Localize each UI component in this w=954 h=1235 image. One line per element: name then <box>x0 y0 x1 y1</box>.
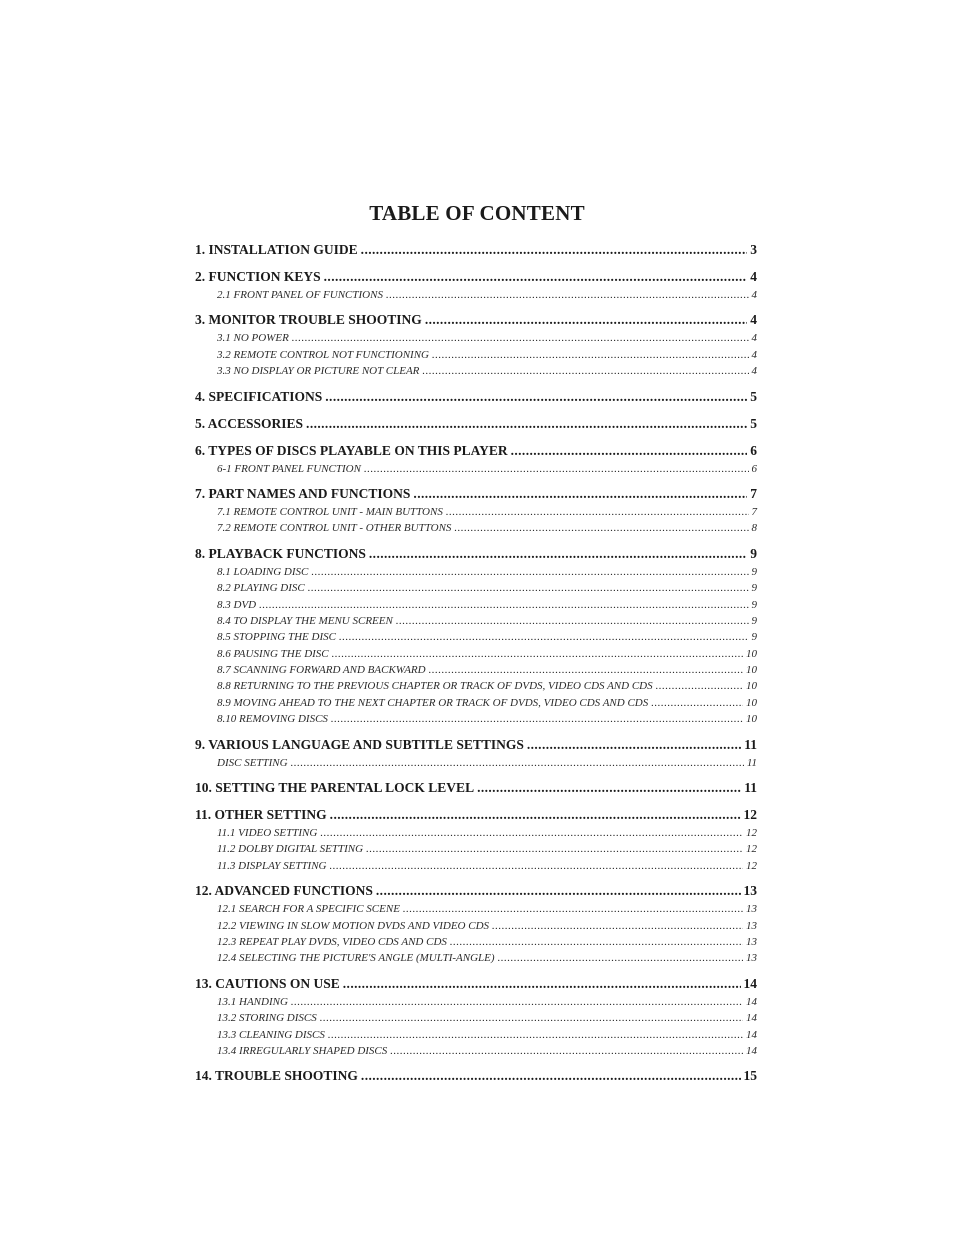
toc-subentry-page: 10 <box>746 713 757 726</box>
toc-subentry-page: 14 <box>746 1028 757 1041</box>
dot-leader <box>498 950 743 966</box>
toc-subentry-page: 4 <box>751 332 757 345</box>
toc-subentry-page: 13 <box>746 952 757 965</box>
toc-entry[interactable] <box>195 734 757 755</box>
dot-leader <box>311 564 748 580</box>
dot-leader <box>403 901 743 917</box>
toc-subentry-page: 14 <box>746 1044 757 1057</box>
toc-entry-page: 13 <box>743 883 757 899</box>
toc-subentry-page: 11 <box>746 756 757 769</box>
toc-entry-page: 6 <box>750 442 757 458</box>
toc-section <box>195 239 757 260</box>
toc-entry-page: 14 <box>743 975 757 991</box>
toc-section <box>195 880 757 967</box>
toc-section <box>195 804 757 874</box>
toc-subentry[interactable] <box>195 504 757 520</box>
toc-section <box>195 543 757 728</box>
toc-subentry-page: 4 <box>751 348 757 361</box>
toc-subentry[interactable] <box>195 825 757 841</box>
toc-subentry[interactable] <box>195 461 757 477</box>
toc-entry-label: 13. CAUTIONS ON USE <box>195 975 340 991</box>
toc-entry[interactable] <box>195 413 757 434</box>
toc-subentry-label: 8.10 REMOVING DISCS <box>217 713 328 726</box>
toc-subentry-label: 12.4 SELECTING THE PICTURE'S ANGLE (MULTI-ANGLE) <box>217 952 495 965</box>
toc-subentry[interactable] <box>195 934 757 950</box>
toc-subentry-label: 12.2 VIEWING IN SLOW MOTION DVDS AND VIDEO CDS <box>217 919 490 932</box>
toc-subentry-label: 13.1 HANDING <box>217 995 288 1008</box>
toc-entry-label: 7. PART NAMES AND FUNCTIONS <box>195 485 411 501</box>
toc-entry-label: 6. TYPES OF DISCS PLAYABLE ON THIS PLAYER <box>195 442 508 458</box>
toc-subentry-label: 13.4 IRREGULARLY SHAPED DISCS <box>217 1044 388 1057</box>
toc-entry-page: 11 <box>744 780 757 796</box>
toc-subentry[interactable] <box>195 613 757 629</box>
dot-leader <box>425 309 747 330</box>
toc-subentry-label: 8.5 STOPPING THE DISC <box>217 631 336 644</box>
toc-section <box>195 386 757 407</box>
toc-subentry-label: 8.4 TO DISPLAY THE MENU SCREEN <box>217 614 393 627</box>
toc-entry-page: 3 <box>750 242 757 257</box>
toc-subentry[interactable] <box>195 678 757 694</box>
toc-subentry[interactable] <box>195 901 757 917</box>
toc-subentry-label: 3.1 NO POWER <box>217 332 289 345</box>
toc-entry-label: 2. FUNCTION KEYS <box>195 269 321 284</box>
toc-subentry-page: 13 <box>746 919 757 932</box>
dot-leader <box>492 918 743 934</box>
toc-section <box>195 483 757 537</box>
toc-subentry-label: 2.1 FRONT PANEL OF FUNCTIONS <box>217 289 383 301</box>
toc-entry-label: 5. ACCESSORIES <box>195 415 304 431</box>
toc-subentry[interactable] <box>195 994 757 1010</box>
toc-entry-label: 3. MONITOR TROUBLE SHOOTING <box>195 312 422 328</box>
toc-subentry-label: 8.9 MOVING AHEAD TO THE NEXT CHAPTER OR TRACK OF DVDS, VIDEO CDS AND CDS <box>217 696 649 709</box>
toc-subentry-label: 7.1 REMOTE CONTROL UNIT - MAIN BUTTONS <box>217 505 443 518</box>
dot-leader <box>308 580 749 596</box>
dot-leader <box>291 994 743 1010</box>
toc-entry-label: 14. TROUBLE SHOOTING <box>195 1068 358 1084</box>
toc-entry-label: 1. INSTALLATION GUIDE <box>195 242 358 257</box>
toc-subentry[interactable] <box>195 580 757 596</box>
toc-subentry[interactable] <box>195 711 757 727</box>
dot-leader <box>390 1043 743 1059</box>
toc-subentry[interactable] <box>195 1010 757 1026</box>
toc-entry-page: 4 <box>750 269 757 284</box>
toc-subentry[interactable] <box>195 950 757 966</box>
dot-leader <box>292 330 749 346</box>
toc-subentry-page: 4 <box>751 289 757 301</box>
toc-subentry-label: 8.1 LOADING DISC <box>217 565 309 578</box>
toc-subentry-page: 14 <box>746 1012 757 1025</box>
toc-entry[interactable] <box>195 543 757 564</box>
toc-subentry-page: 12 <box>746 843 757 856</box>
dot-leader <box>325 386 747 407</box>
toc-entry-page: 12 <box>743 807 757 823</box>
toc-subentry-page: 10 <box>746 696 757 709</box>
dot-leader <box>320 1010 743 1026</box>
toc-subentry[interactable] <box>195 564 757 580</box>
toc-entry-page: 11 <box>744 736 757 752</box>
dot-leader <box>361 1065 741 1086</box>
dot-leader <box>386 287 749 303</box>
toc-entry-page: 4 <box>750 312 757 328</box>
toc-subentry-label: 8.6 PAUSING THE DISC <box>217 647 329 660</box>
dot-leader <box>369 543 747 564</box>
toc-subentry[interactable] <box>195 597 757 613</box>
toc-subentry-label: 3.2 REMOTE CONTROL NOT FUNCTIONING <box>217 348 429 361</box>
toc-subentry-label: 8.8 RETURNING TO THE PREVIOUS CHAPTER OR TRACK OF DVDS, VIDEO CDS AND CDS <box>217 680 653 693</box>
toc-entry-label: 11. OTHER SETTING <box>195 807 327 823</box>
toc-subentry-label: 8.7 SCANNING FORWARD AND BACKWARD <box>217 664 426 677</box>
toc-subentry-page: 12 <box>746 827 757 840</box>
toc-subentry-page: 10 <box>746 647 757 660</box>
toc-entry[interactable] <box>195 1065 757 1086</box>
dot-leader <box>366 841 743 857</box>
toc-subentry-label: 11.2 DOLBY DIGITAL SETTING <box>217 843 364 856</box>
toc-subentry-page: 9 <box>751 582 757 595</box>
toc-entry-label: 8. PLAYBACK FUNCTIONS <box>195 545 366 561</box>
dot-leader <box>364 461 749 477</box>
toc-entry-page: 15 <box>743 1068 757 1084</box>
toc-subentry[interactable] <box>195 1043 757 1059</box>
toc-subentry-page: 10 <box>746 680 757 693</box>
toc-entry[interactable] <box>195 804 757 825</box>
toc-section <box>195 734 757 771</box>
toc-subentry-label: 3.3 NO DISPLAY OR PICTURE NOT CLEAR <box>217 365 420 378</box>
dot-leader <box>651 695 743 711</box>
page-title: TABLE OF CONTENT <box>369 201 585 225</box>
toc-subentry-page: 13 <box>746 903 757 916</box>
toc-subentry-page: 10 <box>746 664 757 677</box>
dot-leader <box>331 711 743 727</box>
toc-subentry[interactable] <box>195 841 757 857</box>
dot-leader <box>332 646 743 662</box>
toc-subentry-page: 9 <box>751 565 757 578</box>
dot-leader <box>376 880 741 901</box>
toc-subentry[interactable] <box>195 347 757 363</box>
toc-subentry-label: 13.3 CLEANING DISCS <box>217 1028 325 1041</box>
dot-leader <box>291 755 744 771</box>
toc-entry-label: 4. SPECIFICATIONS <box>195 388 323 404</box>
toc-section <box>195 266 757 303</box>
toc-subentry-page: 9 <box>751 614 757 627</box>
dot-leader <box>422 363 748 379</box>
toc-entry[interactable] <box>195 777 757 798</box>
toc-subentry-page: 14 <box>746 995 757 1008</box>
toc-entry-label: 9. VARIOUS LANGUAGE AND SUBTITLE SETTINGS <box>195 736 524 752</box>
toc-section <box>195 777 757 798</box>
toc-section <box>195 440 757 477</box>
toc-entry[interactable] <box>195 483 757 504</box>
dot-leader <box>450 934 743 950</box>
dot-leader <box>477 777 741 798</box>
toc-subentry[interactable] <box>195 646 757 662</box>
toc-subentry-page: 6 <box>751 462 757 475</box>
dot-leader <box>361 239 748 260</box>
toc-entry-page: 5 <box>750 388 757 404</box>
toc-subentry-page: 12 <box>746 859 757 872</box>
toc-subentry-label: 6-1 FRONT PANEL FUNCTION <box>217 462 361 475</box>
toc-subentry-page: 9 <box>751 631 757 644</box>
toc-subentry-label: 13.2 STORING DISCS <box>217 1012 317 1025</box>
dot-leader <box>330 804 741 825</box>
toc-subentry[interactable] <box>195 330 757 346</box>
toc-subentry-label: 8.2 PLAYING DISC <box>217 582 305 595</box>
toc-entry[interactable] <box>195 440 757 461</box>
dot-leader <box>396 613 749 629</box>
dot-leader <box>511 440 748 461</box>
toc-subentry[interactable] <box>195 520 757 536</box>
dot-leader <box>656 678 743 694</box>
toc-subentry[interactable] <box>195 363 757 379</box>
toc-entry[interactable] <box>195 239 757 260</box>
toc-subentry-page: 13 <box>746 935 757 948</box>
dot-leader <box>259 597 748 613</box>
dot-leader <box>527 734 741 755</box>
toc-entry-page: 7 <box>750 485 757 501</box>
toc-subentry-page: 9 <box>751 598 757 611</box>
dot-leader <box>339 629 749 645</box>
toc-subentry[interactable] <box>195 918 757 934</box>
dot-leader <box>432 347 749 363</box>
toc-entry-page: 5 <box>750 415 757 431</box>
toc-entry[interactable] <box>195 386 757 407</box>
toc-entry[interactable] <box>195 309 757 330</box>
dot-leader <box>328 1027 743 1043</box>
toc-subentry[interactable] <box>195 1027 757 1043</box>
dot-leader <box>454 520 748 536</box>
toc-subentry[interactable] <box>195 858 757 874</box>
toc-subentry-page: 7 <box>751 505 757 518</box>
toc-subentry[interactable] <box>195 629 757 645</box>
toc-section <box>195 413 757 434</box>
dot-leader <box>413 483 747 504</box>
toc-entry-page: 9 <box>750 545 757 561</box>
dot-leader <box>343 973 741 994</box>
toc-subentry-label: DISC SETTING <box>217 756 288 769</box>
toc-subentry-label: 12.1 SEARCH FOR A SPECIFIC SCENE <box>217 903 400 916</box>
toc-subentry-label: 8.3 DVD <box>217 598 257 611</box>
toc-subentry[interactable] <box>195 662 757 678</box>
toc-subentry-page: 8 <box>751 522 757 535</box>
toc-subentry-page: 4 <box>751 365 757 378</box>
dot-leader <box>306 413 747 434</box>
toc-subentry-label: 11.3 DISPLAY SETTING <box>217 859 327 872</box>
toc-subentry-label: 7.2 REMOTE CONTROL UNIT - OTHER BUTTONS <box>217 522 452 535</box>
toc-subentry-label: 12.3 REPEAT PLAY DVDS, VIDEO CDS AND CDS <box>217 935 447 948</box>
toc-section <box>195 1065 757 1086</box>
toc-section <box>195 973 757 1060</box>
dot-leader <box>446 504 749 520</box>
toc-entry[interactable] <box>195 973 757 994</box>
dot-leader <box>320 825 743 841</box>
toc-entry-label: 10. SETTING THE PARENTAL LOCK LEVEL <box>195 780 475 796</box>
toc-entry[interactable] <box>195 880 757 901</box>
toc-subentry-label: 11.1 VIDEO SETTING <box>217 827 318 840</box>
toc-subentry[interactable] <box>195 695 757 711</box>
toc-section <box>195 309 757 379</box>
toc-entry-label: 12. ADVANCED FUNCTIONS <box>195 883 373 899</box>
toc-entry[interactable] <box>195 266 757 287</box>
toc-subentry[interactable] <box>195 287 757 303</box>
dot-leader <box>324 266 748 287</box>
dot-leader <box>330 858 743 874</box>
dot-leader <box>429 662 743 678</box>
table-of-contents <box>195 239 757 1092</box>
toc-subentry[interactable] <box>195 755 757 771</box>
